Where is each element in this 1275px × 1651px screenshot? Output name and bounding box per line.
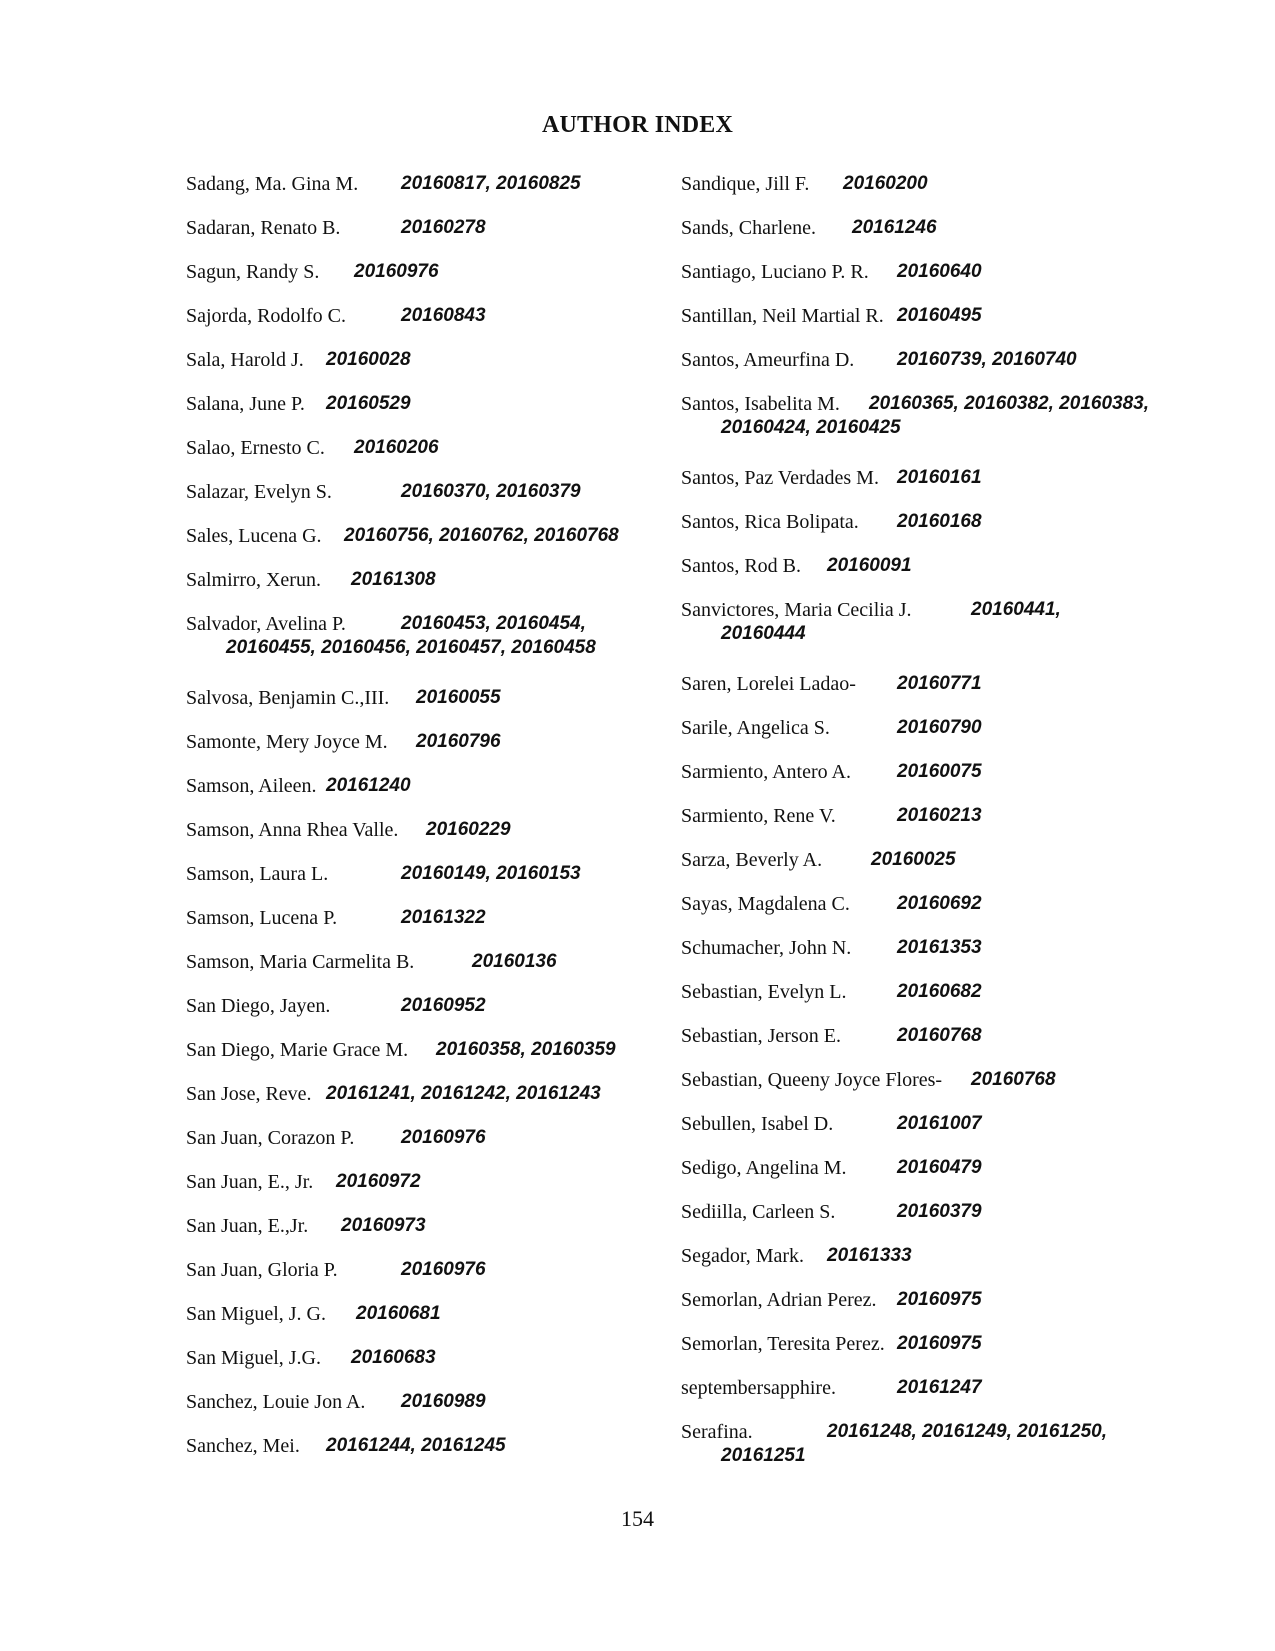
index-entry <box>681 1200 1181 1224</box>
index-entry <box>681 1112 1181 1136</box>
entry-codes: 20160206 <box>354 437 439 458</box>
entry-continuation <box>681 416 1181 440</box>
author-name: Sajorda, Rodolfo C. <box>186 305 346 327</box>
index-entry <box>681 1156 1181 1180</box>
author-name: Samson, Maria Carmelita B. <box>186 951 415 973</box>
entry-codes: 20160771 <box>897 673 982 694</box>
entry-codes: 20160213 <box>897 805 982 826</box>
entry-codes: 20160168 <box>897 511 982 532</box>
entry-codes: 20161244, 20161245 <box>326 1435 506 1456</box>
index-entry <box>681 304 1181 328</box>
entry-codes: 20161247 <box>897 1377 982 1398</box>
entry-codes: 20160200 <box>843 173 928 194</box>
author-name: Segador, Mark. <box>681 1245 805 1267</box>
author-name: septembersapphire. <box>681 1377 836 1399</box>
author-name: Santos, Paz Verdades M. <box>681 467 879 489</box>
index-entry <box>186 950 656 974</box>
author-name: San Diego, Jayen. <box>186 995 331 1017</box>
index-entry <box>681 1420 1181 1468</box>
entry-codes: 20160379 <box>897 1201 982 1222</box>
entry-codes: 20160975 <box>897 1333 982 1354</box>
entry-codes: 20160817, 20160825 <box>401 173 581 194</box>
entry-codes: 20160768 <box>897 1025 982 1046</box>
entry-codes: 20160365, 20160382, 20160383, <box>869 393 1149 414</box>
index-entry <box>186 1214 656 1238</box>
index-entry <box>681 216 1181 240</box>
entry-codes: 20161241, 20161242, 20161243 <box>326 1083 601 1104</box>
entry-codes: 20160075 <box>897 761 982 782</box>
author-name: Sediilla, Carleen S. <box>681 1201 836 1223</box>
author-name: Samson, Lucena P. <box>186 907 338 929</box>
index-entry <box>681 598 1181 646</box>
index-entry <box>186 1434 656 1458</box>
entry-codes: 20160681 <box>356 1303 441 1324</box>
index-entry <box>681 260 1181 284</box>
index-entry <box>186 172 656 196</box>
index-entry <box>681 672 1181 696</box>
author-name: Sagun, Randy S. <box>186 261 320 283</box>
author-name: San Miguel, J.G. <box>186 1347 321 1369</box>
entry-codes: 20160739, 20160740 <box>897 349 1077 370</box>
entry-codes: 20160025 <box>871 849 956 870</box>
index-entry <box>186 862 656 886</box>
author-name: Sebullen, Isabel D. <box>681 1113 834 1135</box>
entry-codes: 20160976 <box>401 1259 486 1280</box>
entry-codes: 20161308 <box>351 569 436 590</box>
entry-codes: 20160952 <box>401 995 486 1016</box>
author-name: San Diego, Marie Grace M. <box>186 1039 409 1061</box>
index-entry <box>681 1024 1181 1048</box>
index-entry <box>681 760 1181 784</box>
entry-codes: 20160453, 20160454, <box>401 613 586 634</box>
entry-codes-continued: 20161251 <box>721 1445 806 1466</box>
index-entry <box>681 1244 1181 1268</box>
index-entry <box>186 392 656 416</box>
entry-codes: 20161246 <box>852 217 937 238</box>
author-name: Santos, Isabelita M. <box>681 393 840 415</box>
index-entry <box>186 480 656 504</box>
index-entry <box>681 1288 1181 1312</box>
entry-codes: 20161322 <box>401 907 486 928</box>
index-entry <box>681 510 1181 534</box>
author-name: Santos, Rica Bolipata. <box>681 511 859 533</box>
index-entry <box>186 1258 656 1282</box>
index-entry <box>186 1170 656 1194</box>
entry-codes: 20160055 <box>416 687 501 708</box>
author-name: Santos, Rod B. <box>681 555 802 577</box>
index-entry <box>681 392 1181 440</box>
author-name: Santillan, Neil Martial R. <box>681 305 884 327</box>
entry-codes: 20161007 <box>897 1113 982 1134</box>
entry-codes: 20160976 <box>354 261 439 282</box>
entry-codes: 20160768 <box>971 1069 1056 1090</box>
page-number: 154 <box>621 1506 654 1531</box>
entry-codes: 20160370, 20160379 <box>401 481 581 502</box>
index-entry <box>681 1068 1181 1092</box>
author-name: Sadaran, Renato B. <box>186 217 341 239</box>
index-entry <box>186 1390 656 1414</box>
index-entry <box>186 1346 656 1370</box>
index-entry <box>681 892 1181 916</box>
author-name: Sales, Lucena G. <box>186 525 322 547</box>
entry-codes: 20160843 <box>401 305 486 326</box>
author-name: Sanchez, Mei. <box>186 1435 300 1457</box>
index-entry <box>186 348 656 372</box>
entry-codes: 20161333 <box>827 1245 912 1266</box>
index-entry <box>186 216 656 240</box>
index-entry <box>681 804 1181 828</box>
author-name: Sayas, Magdalena C. <box>681 893 850 915</box>
entry-codes: 20160692 <box>897 893 982 914</box>
index-entry <box>186 1126 656 1150</box>
index-entry <box>186 612 656 660</box>
entry-codes: 20160091 <box>827 555 912 576</box>
author-name: San Juan, Gloria P. <box>186 1259 338 1281</box>
index-entry <box>186 774 656 798</box>
author-name: Saren, Lorelei Ladao- <box>681 673 856 695</box>
author-name: Sands, Charlene. <box>681 217 816 239</box>
index-entry <box>681 1332 1181 1356</box>
entry-codes: 20160479 <box>897 1157 982 1178</box>
index-entry <box>681 172 1181 196</box>
entry-continuation <box>681 1444 1181 1468</box>
page-title: AUTHOR INDEX <box>541 112 734 138</box>
author-name: Sanvictores, Maria Cecilia J. <box>681 599 912 621</box>
author-name: Salvosa, Benjamin C.,III. <box>186 687 390 709</box>
entry-continuation <box>681 622 1181 646</box>
entry-codes: 20160136 <box>472 951 557 972</box>
index-entry <box>186 436 656 460</box>
author-name: Sedigo, Angelina M. <box>681 1157 847 1179</box>
author-name: Salao, Ernesto C. <box>186 437 325 459</box>
entry-codes: 20161248, 20161249, 20161250, <box>827 1421 1107 1442</box>
index-entry <box>681 716 1181 740</box>
author-name: Sebastian, Jerson E. <box>681 1025 841 1047</box>
author-name: San Juan, Corazon P. <box>186 1127 355 1149</box>
entry-codes: 20160790 <box>897 717 982 738</box>
index-entry <box>186 818 656 842</box>
entry-codes-continued: 20160424, 20160425 <box>721 417 901 438</box>
entry-codes: 20160441, <box>971 599 1061 620</box>
entry-codes: 20160976 <box>401 1127 486 1148</box>
index-entry <box>186 304 656 328</box>
entry-codes: 20160682 <box>897 981 982 1002</box>
index-entry <box>186 1302 656 1326</box>
index-entry <box>186 1038 656 1062</box>
author-name: Schumacher, John N. <box>681 937 852 959</box>
author-name: Samson, Laura L. <box>186 863 329 885</box>
author-name: Samson, Anna Rhea Valle. <box>186 819 399 841</box>
index-entry <box>681 848 1181 872</box>
author-name: Santos, Ameurfina D. <box>681 349 855 371</box>
author-name: Semorlan, Adrian Perez. <box>681 1289 877 1311</box>
author-name: Sandique, Jill F. <box>681 173 810 195</box>
author-name: Semorlan, Teresita Perez. <box>681 1333 885 1355</box>
entry-codes: 20160796 <box>416 731 501 752</box>
author-name: Sarmiento, Antero A. <box>681 761 851 783</box>
author-name: Salmirro, Xerun. <box>186 569 321 591</box>
entry-continuation <box>186 636 656 660</box>
entry-codes: 20160529 <box>326 393 411 414</box>
author-name: San Miguel, J. G. <box>186 1303 326 1325</box>
entry-codes: 20160278 <box>401 217 486 238</box>
index-entry <box>186 994 656 1018</box>
entry-codes: 20160989 <box>401 1391 486 1412</box>
author-name: Sanchez, Louie Jon A. <box>186 1391 366 1413</box>
entry-codes: 20160972 <box>336 1171 421 1192</box>
entry-codes: 20160975 <box>897 1289 982 1310</box>
author-name: Sarile, Angelica S. <box>681 717 830 739</box>
author-name: Serafina. <box>681 1421 753 1443</box>
author-name: Santiago, Luciano P. R. <box>681 261 869 283</box>
entry-codes: 20160683 <box>351 1347 436 1368</box>
entry-codes: 20160495 <box>897 305 982 326</box>
index-entry <box>681 936 1181 960</box>
author-name: Sala, Harold J. <box>186 349 304 371</box>
author-name: Salana, June P. <box>186 393 305 415</box>
author-name: Sebastian, Queeny Joyce Flores- <box>681 1069 943 1091</box>
author-name: Sarza, Beverly A. <box>681 849 823 871</box>
index-entry <box>186 906 656 930</box>
author-name: San Juan, E.,Jr. <box>186 1215 309 1237</box>
index-entry <box>681 466 1181 490</box>
author-name: Samson, Aileen. <box>186 775 317 797</box>
author-name: Salvador, Avelina P. <box>186 613 346 635</box>
index-entry <box>681 554 1181 578</box>
entry-codes-continued: 20160455, 20160456, 20160457, 20160458 <box>226 637 596 658</box>
index-entry <box>681 980 1181 1004</box>
entry-codes: 20160028 <box>326 349 411 370</box>
author-name: San Juan, E., Jr. <box>186 1171 314 1193</box>
author-name: Sarmiento, Rene V. <box>681 805 836 827</box>
index-entry <box>186 730 656 754</box>
entry-codes: 20160358, 20160359 <box>436 1039 616 1060</box>
entry-codes: 20161353 <box>897 937 982 958</box>
entry-codes-continued: 20160444 <box>721 623 806 644</box>
index-entry <box>186 686 656 710</box>
entry-codes: 20160149, 20160153 <box>401 863 581 884</box>
entry-codes: 20160640 <box>897 261 982 282</box>
author-name: Sebastian, Evelyn L. <box>681 981 847 1003</box>
author-name: Samonte, Mery Joyce M. <box>186 731 388 753</box>
index-entry <box>186 1082 656 1106</box>
index-entry <box>681 348 1181 372</box>
entry-codes: 20160161 <box>897 467 982 488</box>
index-entry <box>186 568 656 592</box>
author-name: San Jose, Reve. <box>186 1083 312 1105</box>
entry-codes: 20160973 <box>341 1215 426 1236</box>
entry-codes: 20160229 <box>426 819 511 840</box>
author-name: Salazar, Evelyn S. <box>186 481 332 503</box>
author-name: Sadang, Ma. Gina M. <box>186 173 359 195</box>
entry-codes: 20160756, 20160762, 20160768 <box>344 525 619 546</box>
entry-codes: 20161240 <box>326 775 411 796</box>
index-entry <box>186 260 656 284</box>
index-entry <box>681 1376 1181 1400</box>
index-entry <box>186 524 656 548</box>
